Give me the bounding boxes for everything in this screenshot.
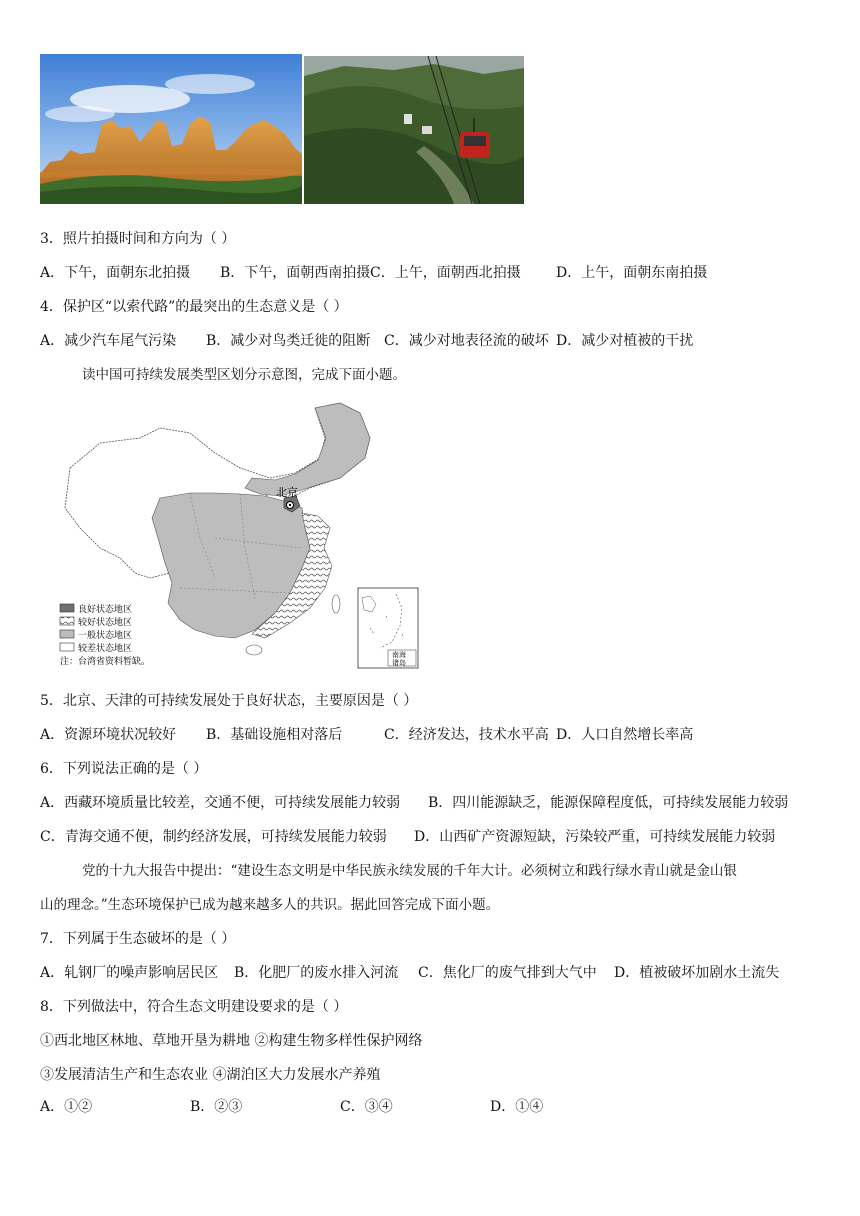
- question-4-option-c: C．减少对地表径流的破坏: [384, 333, 549, 349]
- question-3-option-b: B．下午，面朝西南拍摄: [220, 265, 371, 281]
- question-8-stem: 8．下列做法中，符合生态文明建设要求的是（ ）: [40, 999, 348, 1015]
- inset-label-top: 南海: [392, 651, 406, 659]
- question-6-option-d: D．山西矿产资源短缺，污染较严重，可持续发展能力较弱: [414, 829, 776, 845]
- question-5-option-a: A．资源环境状况较好: [40, 727, 177, 743]
- passage-line-1: 党的十九大报告中提出：“建设生态文明是中华民族永续发展的千年大计。必须树立和践行绿水青山就是金山银: [82, 863, 737, 879]
- question-3-option-d: D．上午，面朝东南拍摄: [556, 265, 708, 281]
- question-7-option-b: B．化肥厂的废水排入河流: [234, 965, 399, 981]
- danxia-rock-photo: [40, 54, 302, 204]
- map-intro: 读中国可持续发展类型区划分示意图，完成下面小题。: [82, 367, 406, 383]
- question-5-stem: 5．北京、天津的可持续发展处于良好状态，主要原因是（ ）: [40, 693, 418, 709]
- map-note: 注：台湾省资料暂缺。: [60, 657, 151, 667]
- question-5-option-b: B．基础设施相对落后: [206, 727, 343, 743]
- question-4-option-a: A．减少汽车尾气污染: [40, 333, 177, 349]
- question-6-option-a: A．西藏环境质量比较差，交通不便，可持续发展能力较弱: [40, 795, 401, 811]
- question-6-option-b: B．四川能源缺乏，能源保障程度低，可持续发展能力较弱: [428, 795, 789, 811]
- question-7-stem: 7．下列属于生态破坏的是（ ）: [40, 931, 236, 947]
- question-8-option-b: B．②③: [190, 1099, 243, 1115]
- question-8-option-c: C．③④: [340, 1099, 393, 1115]
- beijing-label: 北京: [276, 486, 298, 499]
- inset-label-bottom: 诸岛: [392, 659, 406, 667]
- question-6-option-c: C．青海交通不便，制约经济发展，可持续发展能力较弱: [40, 829, 387, 845]
- question-8-items-line-1: ①西北地区林地、草地开垦为耕地 ②构建生物多样性保护网络: [40, 1033, 423, 1049]
- question-4-option-b: B．减少对鸟类迁徙的阻断: [206, 333, 371, 349]
- china-sustainability-map: [40, 398, 430, 674]
- question-7-option-d: D．植被破坏加剧水土流失: [614, 965, 780, 981]
- question-8-option-a: A．①②: [40, 1099, 93, 1115]
- passage-line-2: 山的理念。”生态环境保护已成为越来越多人的共识。据此回答完成下面小题。: [40, 897, 500, 913]
- question-3-stem: 3．照片拍摄时间和方向为（ ）: [40, 231, 236, 247]
- question-5-option-c: C．经济发达，技术水平高: [384, 727, 549, 743]
- legend-average: 一般状态地区: [78, 631, 133, 641]
- question-3-option-a: A．下午，面朝东北拍摄: [40, 265, 191, 281]
- question-4-option-d: D．减少对植被的干扰: [556, 333, 694, 349]
- question-8-option-d: D．①④: [490, 1099, 544, 1115]
- question-7-option-a: A．轧钢厂的噪声影响居民区: [40, 965, 219, 981]
- legend-poor: 较差状态地区: [78, 644, 133, 654]
- legend-good: 良好状态地区: [78, 605, 133, 615]
- question-3-option-c: C．上午，面朝西北拍摄: [370, 265, 521, 281]
- cable-car-photo: [304, 56, 524, 204]
- question-7-option-c: C．焦化厂的废气排到大气中: [418, 965, 597, 981]
- question-4-stem: 4．保护区“以索代路”的最突出的生态意义是（ ）: [40, 299, 348, 315]
- question-6-stem: 6．下列说法正确的是（ ）: [40, 761, 208, 777]
- legend-fair-good: 较好状态地区: [78, 618, 133, 628]
- question-5-option-d: D．人口自然增长率高: [556, 727, 694, 743]
- question-8-items-line-2: ③发展清洁生产和生态农业 ④湖泊区大力发展水产养殖: [40, 1067, 381, 1083]
